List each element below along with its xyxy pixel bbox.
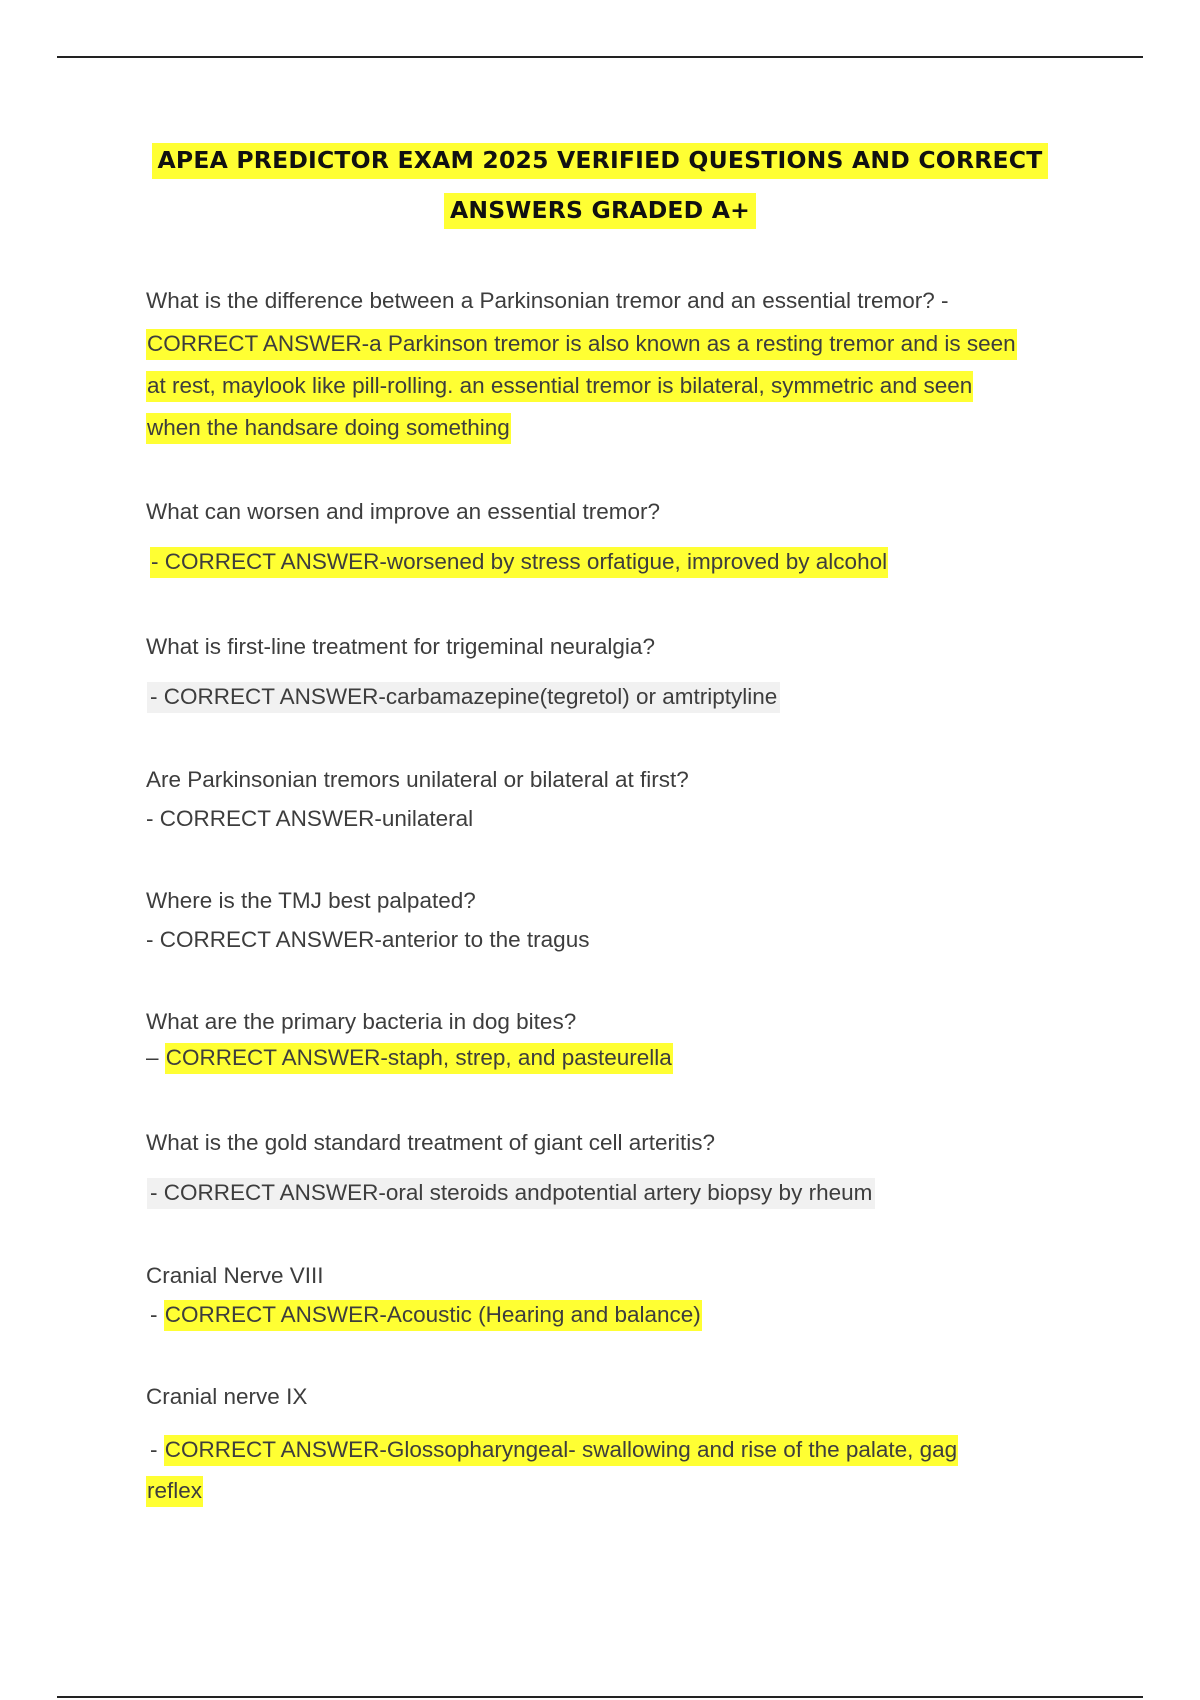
- answer-2: - CORRECT ANSWER-worsened by stress orfatigue, improved by alcohol: [150, 547, 888, 577]
- answer-1-line-3: when the handsare doing something: [146, 413, 511, 443]
- answer-1-line-2: at rest, maylook like pill-rolling. an essential tremor is bilateral, symmetric and seen: [146, 371, 973, 401]
- question-6: What are the primary bacteria in dog bites?: [146, 1009, 577, 1034]
- answer-4: - CORRECT ANSWER-unilateral: [146, 806, 474, 831]
- question-5: Where is the TMJ best palpated?: [146, 888, 476, 913]
- answer-8: - CORRECT ANSWER-Acoustic (Hearing and balance): [150, 1300, 702, 1330]
- document-title-line-1: APEA PREDICTOR EXAM 2025 VERIFIED QUESTIONS AND CORRECT: [0, 146, 1200, 174]
- question-1: What is the difference between a Parkinsonian tremor and an essential tremor? -: [146, 288, 949, 313]
- question-4: Are Parkinsonian tremors unilateral or bilateral at first?: [146, 767, 689, 792]
- answer-5: - CORRECT ANSWER-anterior to the tragus: [146, 927, 590, 952]
- answer-6: – CORRECT ANSWER-staph, strep, and pasteurella: [146, 1043, 673, 1073]
- question-9: Cranial nerve IX: [146, 1384, 308, 1409]
- answer-9-line-1: - CORRECT ANSWER-Glossopharyngeal- swallowing and rise of the palate, gag: [150, 1435, 958, 1465]
- bottom-rule: [57, 1696, 1143, 1698]
- answer-1-line-1: CORRECT ANSWER-a Parkinson tremor is also known as a resting tremor and is seen: [146, 329, 1017, 359]
- answer-9-line-2: reflex: [146, 1476, 203, 1506]
- answer-7: - CORRECT ANSWER-oral steroids andpotential artery biopsy by rheum: [147, 1178, 875, 1208]
- answer-3: - CORRECT ANSWER-carbamazepine(tegretol) or amtriptyline: [147, 682, 780, 712]
- question-3: What is first-line treatment for trigeminal neuralgia?: [146, 634, 655, 659]
- document-title-line-2: ANSWERS GRADED A+: [0, 196, 1200, 224]
- question-7: What is the gold standard treatment of giant cell arteritis?: [146, 1130, 716, 1155]
- question-8: Cranial Nerve VIII: [146, 1263, 324, 1288]
- question-2: What can worsen and improve an essential tremor?: [146, 499, 660, 524]
- top-rule: [57, 56, 1143, 58]
